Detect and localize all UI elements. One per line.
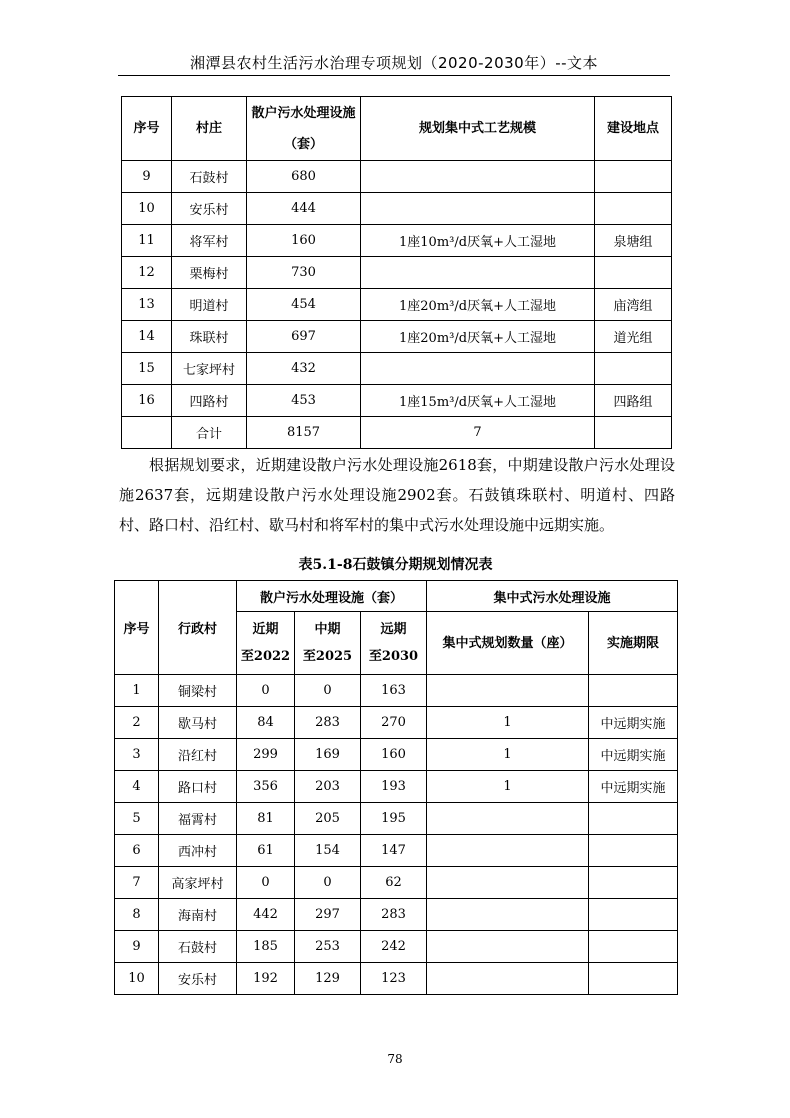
total-row (122, 417, 672, 449)
table-row (115, 867, 678, 899)
cell-mid: 154 (295, 835, 361, 867)
cell-near: 0 (237, 675, 295, 707)
cell-no: 6 (115, 835, 159, 867)
cell-central (427, 675, 589, 707)
table-row (115, 707, 678, 739)
cell-village: 西冲村 (159, 835, 237, 867)
cell-mid: 129 (295, 963, 361, 995)
cell-village: 栗梅村 (172, 257, 247, 289)
table-row (115, 931, 678, 963)
cell-central (427, 931, 589, 963)
table-row (115, 771, 678, 803)
phased-plan-table (114, 580, 678, 995)
cell-period (589, 835, 678, 867)
cell-site (595, 161, 672, 193)
table-caption: 表5.1-8石鼓镇分期规划情况表 (298, 557, 493, 573)
cell-period (589, 803, 678, 835)
cell-period (589, 675, 678, 707)
cell-near: 356 (237, 771, 295, 803)
table-row (115, 899, 678, 931)
table-row (122, 353, 672, 385)
cell-far: 160 (361, 739, 427, 771)
cell-near: 299 (237, 739, 295, 771)
cell-central (427, 835, 589, 867)
cell-village: 安乐村 (159, 963, 237, 995)
cell-central (427, 963, 589, 995)
cell-no: 2 (115, 707, 159, 739)
cell-process: 1座20m³/d厌氧+人工湿地 (361, 321, 595, 353)
cell-no: 4 (115, 771, 159, 803)
cell-no: 3 (115, 739, 159, 771)
cell-central (427, 867, 589, 899)
col-header-mid (295, 612, 361, 675)
cell-near: 0 (237, 867, 295, 899)
cell-period: 中远期实施 (589, 771, 678, 803)
col-header-mid-line1: 中期 (314, 622, 341, 637)
col-header-village: 村庄 (172, 97, 247, 161)
cell-site (595, 257, 672, 289)
cell-central: 1 (427, 707, 589, 739)
cell-site (595, 353, 672, 385)
total-cell-village: 合计 (172, 417, 247, 449)
col-header-near-line2: 至2022 (240, 649, 291, 664)
cell-mid: 203 (295, 771, 361, 803)
cell-mid: 253 (295, 931, 361, 963)
col-header-near (237, 612, 295, 675)
cell-village: 福霄村 (159, 803, 237, 835)
col-header-period: 实施期限 (589, 612, 678, 675)
total-cell-site (595, 417, 672, 449)
cell-no: 10 (122, 193, 172, 225)
cell-far: 195 (361, 803, 427, 835)
cell-period (589, 931, 678, 963)
cell-mid: 0 (295, 675, 361, 707)
cell-no: 8 (115, 899, 159, 931)
page-number: 78 (387, 1052, 403, 1066)
col-header-scattered-line1: 散户污水处理设施 (251, 105, 356, 121)
col-header-no: 序号 (122, 97, 172, 161)
table-row (122, 193, 672, 225)
cell-village: 珠联村 (172, 321, 247, 353)
col-header-scattered-line2: （套） (283, 136, 323, 152)
table-row (122, 257, 672, 289)
col-header-village: 行政村 (159, 581, 237, 675)
cell-process: 1座10m³/d厌氧+人工湿地 (361, 225, 595, 257)
planning-paragraph: 根据规划要求，近期建设散户污水处理设施2618套，中期建设散户污水处理设施2637套，远期建设散户污水处理设施2902套。石鼓镇珠联村、明道村、四路村、路口村、沿红村、歇马村和将军村的集中式污水处理设施中远期实施。 (119, 456, 675, 534)
cell-period: 中远期实施 (589, 739, 678, 771)
col-header-process: 规划集中式工艺规模 (361, 97, 595, 161)
cell-village: 石鼓村 (172, 161, 247, 193)
table-row (122, 161, 672, 193)
cell-near: 61 (237, 835, 295, 867)
cell-period (589, 963, 678, 995)
cell-far: 163 (361, 675, 427, 707)
cell-no: 12 (122, 257, 172, 289)
cell-no: 9 (115, 931, 159, 963)
cell-count: 432 (247, 353, 361, 385)
cell-site: 四路组 (595, 385, 672, 417)
col-header-far-line2: 至2030 (368, 649, 419, 664)
cell-near: 192 (237, 963, 295, 995)
cell-process (361, 161, 595, 193)
cell-no: 1 (115, 675, 159, 707)
cell-far: 242 (361, 931, 427, 963)
table-row (122, 385, 672, 417)
cell-process: 1座20m³/d厌氧+人工湿地 (361, 289, 595, 321)
cell-count: 453 (247, 385, 361, 417)
cell-central (427, 803, 589, 835)
cell-village: 沿红村 (159, 739, 237, 771)
table-row (122, 321, 672, 353)
cell-no: 5 (115, 803, 159, 835)
cell-no: 16 (122, 385, 172, 417)
cell-far: 193 (361, 771, 427, 803)
cell-process (361, 257, 595, 289)
cell-site: 泉塘组 (595, 225, 672, 257)
village-facility-table (121, 96, 672, 449)
cell-far: 62 (361, 867, 427, 899)
cell-near: 185 (237, 931, 295, 963)
col-header-central-group: 集中式污水处理设施 (427, 581, 678, 612)
cell-process: 1座15m³/d厌氧+人工湿地 (361, 385, 595, 417)
cell-site: 道光组 (595, 321, 672, 353)
table-row (115, 803, 678, 835)
cell-village: 路口村 (159, 771, 237, 803)
cell-village: 明道村 (172, 289, 247, 321)
cell-period: 中远期实施 (589, 707, 678, 739)
cell-mid: 169 (295, 739, 361, 771)
cell-near: 81 (237, 803, 295, 835)
cell-no: 15 (122, 353, 172, 385)
col-header-central-count: 集中式规划数量（座） (427, 612, 589, 675)
cell-no: 13 (122, 289, 172, 321)
cell-no: 9 (122, 161, 172, 193)
cell-near: 442 (237, 899, 295, 931)
col-header-far-line1: 远期 (380, 622, 407, 637)
cell-count: 160 (247, 225, 361, 257)
table-row (122, 225, 672, 257)
col-header-site: 建设地点 (595, 97, 672, 161)
cell-far: 270 (361, 707, 427, 739)
cell-process (361, 193, 595, 225)
cell-count: 454 (247, 289, 361, 321)
cell-near: 84 (237, 707, 295, 739)
cell-process (361, 353, 595, 385)
cell-period (589, 867, 678, 899)
col-header-scattered (247, 97, 361, 161)
cell-far: 283 (361, 899, 427, 931)
table-row (122, 289, 672, 321)
table-row (115, 739, 678, 771)
cell-count: 444 (247, 193, 361, 225)
total-cell-process: 7 (361, 417, 595, 449)
cell-no: 14 (122, 321, 172, 353)
cell-village: 安乐村 (172, 193, 247, 225)
cell-count: 680 (247, 161, 361, 193)
col-header-far (361, 612, 427, 675)
col-header-mid-line2: 至2025 (302, 649, 353, 664)
cell-village: 歇马村 (159, 707, 237, 739)
cell-village: 七家坪村 (172, 353, 247, 385)
cell-count: 730 (247, 257, 361, 289)
table-row (115, 675, 678, 707)
cell-site (595, 193, 672, 225)
table-row (115, 835, 678, 867)
col-header-near-line1: 近期 (252, 622, 279, 637)
cell-central (427, 899, 589, 931)
cell-central: 1 (427, 739, 589, 771)
cell-no: 11 (122, 225, 172, 257)
cell-central: 1 (427, 771, 589, 803)
cell-village: 石鼓村 (159, 931, 237, 963)
cell-village: 高家坪村 (159, 867, 237, 899)
cell-no: 10 (115, 963, 159, 995)
cell-village: 铜梁村 (159, 675, 237, 707)
cell-mid: 0 (295, 867, 361, 899)
cell-village: 海南村 (159, 899, 237, 931)
cell-no: 7 (115, 867, 159, 899)
col-header-scattered-group: 散户污水处理设施（套） (237, 581, 427, 612)
cell-period (589, 899, 678, 931)
cell-village: 将军村 (172, 225, 247, 257)
cell-site: 庙湾组 (595, 289, 672, 321)
page-header-title: 湘潭县农村生活污水治理专项规划（2020-2030年）--文本 (189, 54, 599, 72)
total-cell-no (122, 417, 172, 449)
cell-count: 697 (247, 321, 361, 353)
cell-mid: 283 (295, 707, 361, 739)
cell-village: 四路村 (172, 385, 247, 417)
header-divider (118, 75, 670, 76)
cell-mid: 205 (295, 803, 361, 835)
cell-far: 147 (361, 835, 427, 867)
table-row (115, 963, 678, 995)
total-cell-count: 8157 (247, 417, 361, 449)
cell-mid: 297 (295, 899, 361, 931)
col-header-no: 序号 (115, 581, 159, 675)
cell-far: 123 (361, 963, 427, 995)
